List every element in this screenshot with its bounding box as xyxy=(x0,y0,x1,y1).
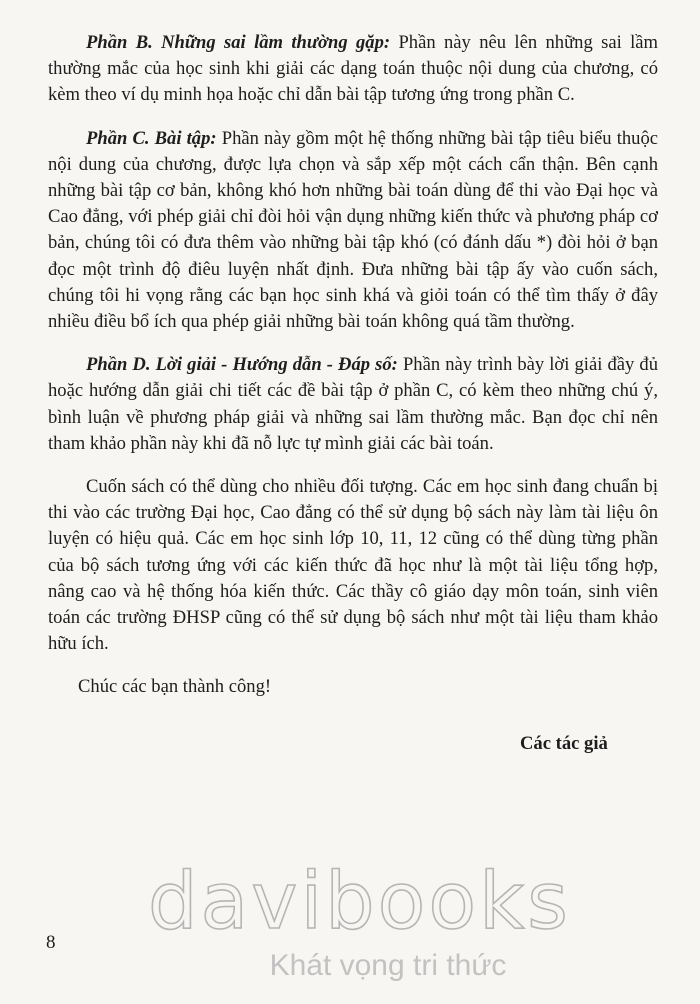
page-number: 8 xyxy=(46,932,56,953)
paragraph-part-b xyxy=(48,30,658,109)
paragraph-lead: Phần C. Bài tập: xyxy=(86,127,217,149)
watermark xyxy=(148,857,571,984)
paragraph-lead: Phần D. Lời giải - Hướng dẫn - Đáp số: xyxy=(86,354,398,376)
paragraph-part-c xyxy=(48,126,658,336)
paragraph-audience xyxy=(48,474,658,657)
paragraph-part-d xyxy=(48,352,658,457)
page-body xyxy=(48,30,658,701)
watermark-tagline: Khát vọng tri thức xyxy=(269,949,507,982)
paragraph-lead: Phần B. Những sai lầm thường gặp: xyxy=(86,32,391,53)
paragraph-text: Phần này gồm một hệ thống những bài tập tiêu biểu thuộc nội dung của chương, được lựa chọn và sắp xếp một cách cẩn thận. Bên cạnh những bài tập cơ bản, không khó hơn những bài toán dùng để thi vào Đại học và Cao đẳng, với phép giải chỉ đòi hỏi vận dụng những kiến thức và phương pháp cơ bản, chúng tôi có đưa thêm vào những bài tập khó (có đánh dấu *) đòi hỏi ở bạn đọc một trình độ điêu luyện nhất định. Đưa những bài tập ấy vào cuốn sách, chúng tôi hi vọng rằng các bạn học sinh khá và giỏi toán có thể tìm thấy ở đây nhiều điều bổ ích qua phép giải những bài toán không quá tầm thường. xyxy=(48,127,658,333)
paragraph-text: Phần này nêu lên những sai lầm thường mắc của học sinh khi giải các dạng toán thuộc nội dung của chương, có kèm theo ví dụ minh họa hoặc chỉ dẫn bài tập tương ứng trong phần C. xyxy=(48,32,659,106)
paragraph-text: Phần này trình bày lời giải đầy đủ hoặc hướng dẫn giải chi tiết các đề bài tập ở phần C, có kèm theo những chú ý, bình luận về phương pháp giải và những sai lầm thường mắc. Bạn đọc chỉ nên tham khảo phần này khi đã nỗ lực tự mình giải các bài toán. xyxy=(48,354,658,454)
watermark-brand: davibooks xyxy=(148,857,571,947)
signature: Các tác giả xyxy=(520,733,608,754)
closing-line: Chúc các bạn thành công! xyxy=(78,676,272,698)
paragraph-text: Cuốn sách có thể dùng cho nhiều đối tượng. Các em học sinh đang chuẩn bị thi vào các trường Đại học, Cao đẳng có thể sử dụng bộ sách này làm tài liệu ôn luyện có hiệu quả. Các em học sinh lớp 10, 11, 12 cũng có thể dùng từng phần của bộ sách tương ứng với các kiến thức đã học như là một tài liệu tổng hợp, nâng cao và hệ thống hóa kiến thức. Các thầy cô giáo dạy môn toán, sinh viên toán các trường ĐHSP cũng có thể sử dụng bộ sách như một tài liệu tham khảo hữu ích. xyxy=(48,476,658,655)
